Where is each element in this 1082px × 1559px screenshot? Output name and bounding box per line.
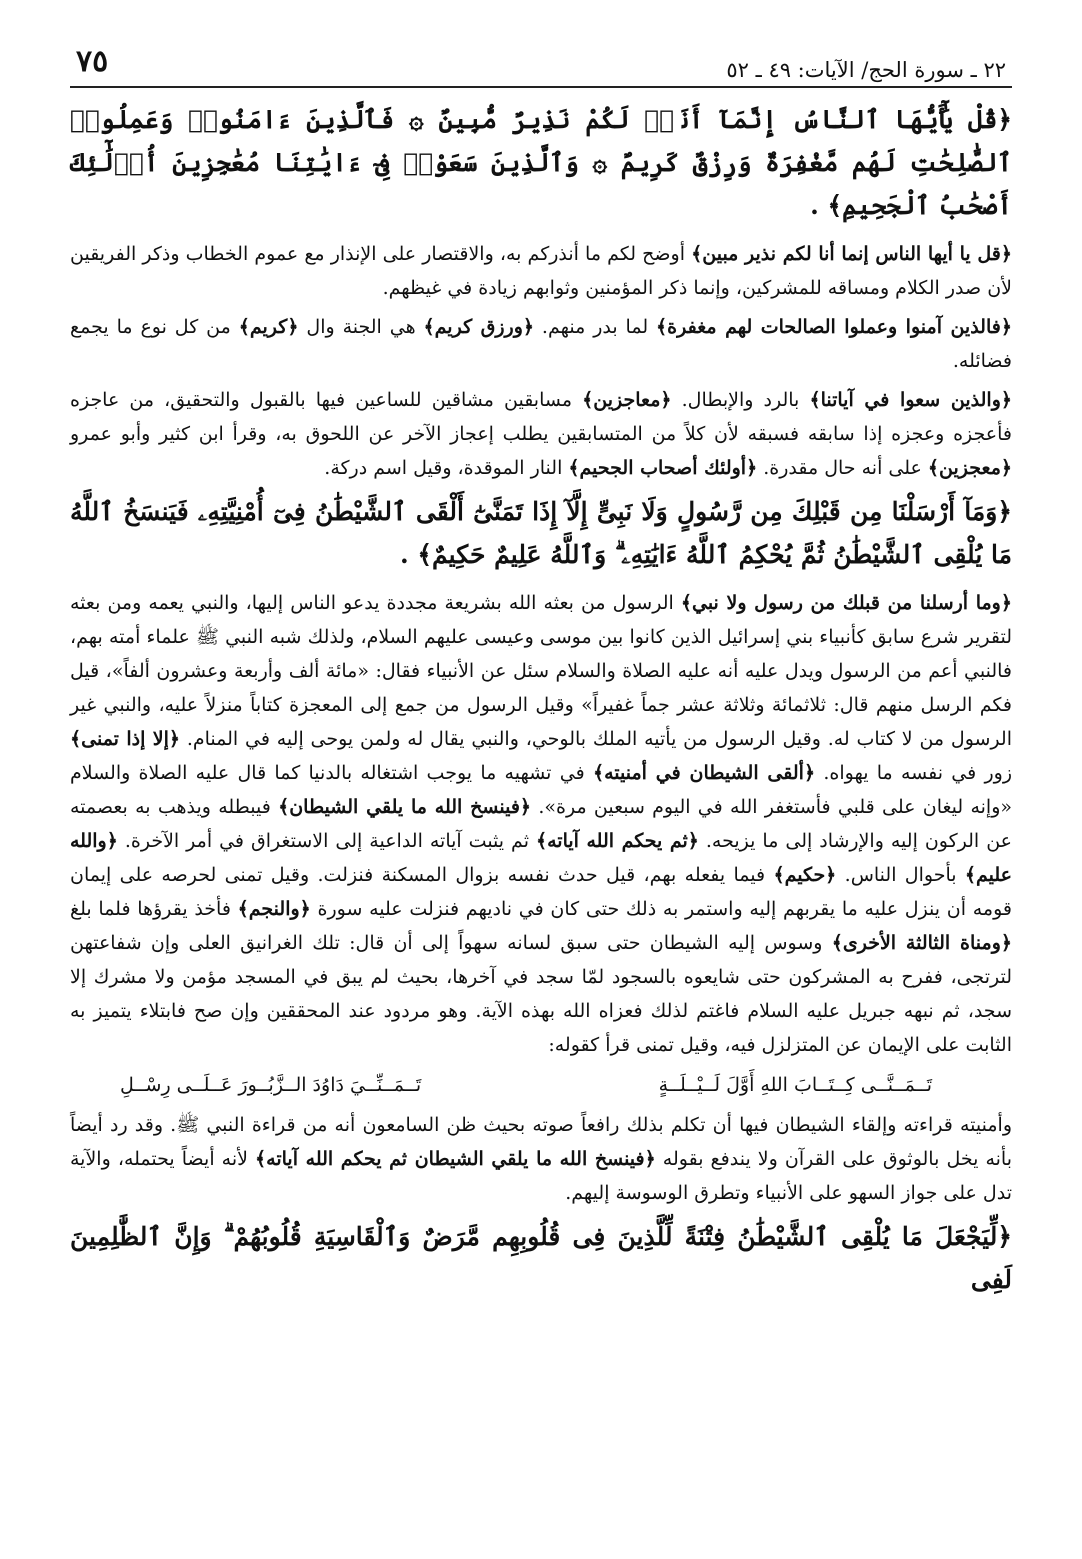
poem-hemistich-second: تَــمَــنِّــيَ دَاوُدَ الــزَّبُــورَ عَــلَــى رِسْــلِ — [120, 1074, 422, 1096]
quote: ﴿ألقى الشيطان في أمنيته﴾ — [592, 762, 816, 784]
commentary-text: بالرد والإبطال. — [671, 389, 810, 411]
commentary-paragraph — [70, 310, 1012, 378]
page-header — [70, 44, 1012, 88]
quote: ﴿إلا إذا تمنى﴾ — [70, 728, 181, 750]
quote: ﴿والنجم﴾ — [237, 898, 311, 920]
poem-hemistich-first: تَــمَــنَّــى كِــتَــابَ اللهِ أَوَّلَ لَــيْــلَــةٍ — [658, 1074, 932, 1096]
poem-verse — [70, 1068, 1012, 1102]
commentary-text: مسابقين مشاقين للساعين فيها بالقبول والتحقيق، من عاجزه فأعجزه وعجزه إذا سابقه فسبقه لأن كلاً من المتسابقين يطلب إعجاز الآخر عن اللحوق به، وقرأ ابن كثير وأبو عمرو — [70, 389, 1012, 445]
commentary-text: وسوس إليه الشيطان حتى سبق لسانه سهواً إلى أن قال: تلك الغرانيق العلى وإن شفاعتهن لترتجى، ففرح به المشركون حتى شايعوه بالسجود لمّا سجد في آخرها، بحيث لم يبق في المسجد مؤمن ولا مشرك إلا سجد، ثم نبهه جبريل عليه السلام فاغتم لذلك فعزاه الله بهذه الآية. وهو مردود عند المحققين وإن صح فابتلاء يتميز به الثابت على الإيمان عن المتزلزل فيه، وقيل تمنى قرأ كقوله: — [70, 932, 1012, 1056]
commentary-text: في تشهيه ما يوجب اشتغاله بالدنيا كما قال عليه الصلاة والسلام «وإنه ليغان على قلبي فأستغفر الله في اليوم سبعين مرة». — [70, 762, 1012, 818]
commentary-text: لما بدر منهم. — [534, 316, 657, 338]
commentary-paragraph — [70, 586, 1012, 1062]
quote: ﴿حكيم﴾ — [773, 864, 837, 886]
commentary-paragraph — [70, 237, 1012, 305]
commentary-text: لأنه أيضاً يحتمله، والآية تدل على جواز السهو على الأنبياء وتطرق الوسوسة إليهم. — [70, 1148, 1012, 1204]
commentary-text: فيبطله ويذهب به بعصمته عن الركون إليه والإرشاد إلى ما يزيحه. — [70, 796, 1012, 852]
page-body — [70, 98, 1012, 1311]
quran-verse-53: ﴿لِّيَجْعَلَ مَا يُلْقِى ٱلشَّيْطَٰنُ فِتْنَةً لِّلَّذِينَ فِى قُلُوبِهِم مَّرَضٌ وَٱلْقَاسِيَةِ قُلُوبُهُمْ ۗ وَإِنَّ ٱلظَّٰلِمِينَ لَفِى — [70, 1222, 1012, 1294]
commentary-text: هي الجنة وال — [298, 316, 424, 338]
quote: ﴿والله عليم﴾ — [70, 830, 1012, 886]
quran-verse-52: ﴿وَمَآ أَرْسَلْنَا مِن قَبْلِكَ مِن رَّسُولٍ وَلَا نَبِىٍّ إِلَّآ إِذَا تَمَنَّىٰٓ أَلْقَى ٱلشَّيْطَٰنُ فِىٓ أُمْنِيَّتِهِۦ فَيَنسَخُ ٱللَّهُ مَا يُلْقِى ٱلشَّيْطَٰنُ ثُمَّ يُحْكِمُ ٱللَّهُ ءَايَٰتِهِۦ ۗ وَٱللَّهُ عَلِيمٌ حَكِيمٌ﴾ . — [70, 497, 1012, 569]
quote: ﴿كريم﴾ — [238, 316, 299, 338]
quote: ﴿والذين سعوا في آياتنا﴾ — [809, 389, 1012, 411]
commentary-text: فأخذ يقرؤها فلما بلغ — [70, 898, 238, 920]
quote: ﴿ومناة الثالثة الأخرى﴾ — [831, 932, 1012, 954]
quote: ﴿قل يا أيها الناس إنما أنا لكم نذير مبين﴾ — [691, 243, 1012, 265]
quote: ﴿فينسخ الله ما يلقي الشيطان﴾ — [278, 796, 532, 818]
running-head: ٢٢ ـ سورة الحج/ الآيات: ٤٩ ـ ٥٢ — [726, 58, 1006, 82]
quote: ﴿معجزين﴾ — [927, 457, 1012, 479]
commentary-text: فيما يفعله بهم، قيل حدث نفسه بزوال المسكنة فنزلت. وقيل تمنى لحرصه على إيمان قومه أن ينزل عليه ما يقربهم إليه واستمر به ذلك حتى كان في ناديهم فنزلت عليه سورة — [70, 864, 1012, 920]
quote: ﴿وما أرسلنا من قبلك من رسول ولا نبي﴾ — [680, 592, 1012, 614]
commentary-text: زور في نفسه ما يهواه. — [815, 762, 1013, 784]
commentary-text: النار الموقدة، وقيل اسم دركة. — [324, 457, 569, 479]
quote: ﴿ورزق كريم﴾ — [423, 316, 535, 338]
commentary-text: الرسول من بعثه الله بشريعة مجددة يدعو الناس إليها، والنبي يعمه ومن بعثه لتقرير شرع سابق كأنبياء بني إسرائيل الذين كانوا بين موسى وعيسى عليهم السلام، ولذلك شبه النبي ﷺ علماء أمته بهم، فالنبي أعم من الرسول ويدل عليه أنه عليه الصلاة والسلام سئل عن الأنبياء فقال: «مائة ألف وأربعة وعشرون ألفاً»، قيل فكم الرسل منهم قال: ثلاثمائة وثلاثة عشر جماً غفيراً» وقيل الرسول من جمع إلى المعجزة كتاباً منزلاً عليه، والنبي غير الرسول من لا كتاب له. وقيل الرسول من يأتيه الملك بالوحي، والنبي يقال له ولمن يوحى إليه في المنام. — [70, 592, 1012, 750]
commentary-text: ثم يثبت آياته الداعية إلى الاستغراق في أمر الآخرة. — [117, 830, 536, 852]
header-rule — [70, 86, 1012, 88]
commentary-text: وأمنيته قراءته وإلقاء الشيطان فيها أن تكلم بذلك رافعاً صوته بحيث ظن السامعون أنه من قراءة النبي ﷺ. وقد رد أيضاً بأنه يخل بالوثوق على القرآن ولا يندفع بقوله — [70, 1114, 1012, 1170]
commentary-paragraph — [70, 1108, 1012, 1210]
commentary-text: بأحوال الناس. — [836, 864, 965, 886]
quran-verse-49-51: ﴿قُلْ يَٰٓأَيُّهَا ٱلنَّاسُ إِنَّمَآ أَنَا۠ لَكُمْ نَذِيرٌ مُّبِينٌ ۞ فَٱلَّذِينَ ءَامَنُوا۟ وَعَمِلُوا۟ ٱلصَّٰلِحَٰتِ لَهُم مَّغْفِرَةٌ وَرِزْقٌ كَرِيمٌ ۞ وَٱلَّذِينَ سَعَوْا۟ فِىٓ ءَايَٰتِنَا مُعَٰجِزِينَ أُو۟لَٰٓئِكَ أَصْحَٰبُ ٱلْجَحِيمِ﴾ . — [70, 105, 1012, 220]
commentary-text: أوضح لكم ما أنذركم به، والاقتصار على الإنذار مع عموم الخطاب وذكر الفريقين لأن صدر الكلام ومساقه للمشركين، وإنما ذكر المؤمنين وثوابهم زيادة في غيظهم. — [70, 243, 1012, 299]
quote: ﴿فينسخ الله ما يلقي الشيطان ثم يحكم الله آياته﴾ — [255, 1148, 656, 1170]
commentary-paragraph — [70, 383, 1012, 485]
page-number: ٧٥ — [76, 44, 109, 79]
quote: ﴿ثم يحكم الله آياته﴾ — [535, 830, 699, 852]
quote: ﴿أولئك أصحاب الجحيم﴾ — [568, 457, 758, 479]
quote: ﴿فالذين آمنوا وعملوا الصالحات لهم مغفرة﴾ — [656, 316, 1012, 338]
commentary-text: من كل نوع ما يجمع فضائله. — [70, 316, 1012, 372]
commentary-text: على أنه حال مقدرة. — [757, 457, 928, 479]
quote: ﴿معاجزين﴾ — [582, 389, 672, 411]
